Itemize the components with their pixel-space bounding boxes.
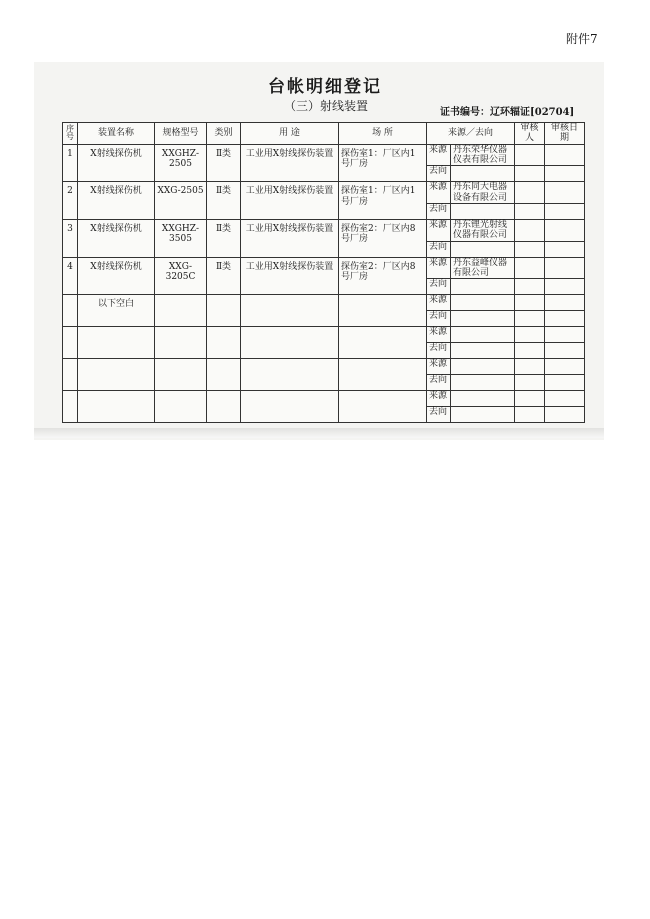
table-row xyxy=(63,391,585,407)
row-index: 2 xyxy=(63,182,78,220)
header-row xyxy=(63,123,585,145)
table-row xyxy=(63,359,585,375)
row-index: 3 xyxy=(63,220,78,258)
source-label: 来源 xyxy=(427,182,451,204)
row-index: 4 xyxy=(63,257,78,295)
source-label: 来源 xyxy=(427,295,451,311)
attachment-label: 附件7 xyxy=(566,32,598,46)
header-model: 规格型号 xyxy=(155,123,207,145)
dest-label: 去向 xyxy=(427,343,451,359)
source-organization: 丹东荣华仪器仪表有限公司 xyxy=(451,144,515,166)
header-source-dest: 来源／去向 xyxy=(427,123,515,145)
dest-label: 去向 xyxy=(427,375,451,391)
device-location: 探伤室1：厂区内1号厂房 xyxy=(339,144,427,182)
ledger-table xyxy=(62,122,585,423)
source-label: 来源 xyxy=(427,257,451,279)
device-model: XXG-3205C xyxy=(155,257,207,295)
device-purpose: 工业用X射线探伤装置 xyxy=(241,144,339,182)
table-row xyxy=(63,144,585,166)
source-label: 来源 xyxy=(427,359,451,375)
device-model: XXGHZ-2505 xyxy=(155,144,207,182)
device-purpose: 工业用X射线探伤装置 xyxy=(241,257,339,295)
source-label: 来源 xyxy=(427,327,451,343)
device-location: 探伤室2：厂区内8号厂房 xyxy=(339,257,427,295)
source-organization: 丹东锂光射线仪器有限公司 xyxy=(451,220,515,242)
source-label: 来源 xyxy=(427,144,451,166)
scan-edge-shadow xyxy=(34,428,604,438)
device-location: 探伤室2：厂区内8号厂房 xyxy=(339,220,427,258)
dest-organization xyxy=(451,166,515,182)
header-reviewer: 审核人 xyxy=(515,123,545,145)
header-name: 装置名称 xyxy=(78,123,155,145)
device-purpose: 工业用X射线探伤装置 xyxy=(241,182,339,220)
table-row xyxy=(63,295,585,311)
dest-label: 去向 xyxy=(427,166,451,182)
row-index: 1 xyxy=(63,144,78,182)
device-category: Ⅱ类 xyxy=(207,220,241,258)
dest-label: 去向 xyxy=(427,279,451,295)
table-row xyxy=(63,220,585,242)
source-organization: 丹东同大电器设备有限公司 xyxy=(451,182,515,204)
page-subtitle: （三）射线装置 xyxy=(284,99,369,113)
source-organization: 丹东益峰仪器有限公司 xyxy=(451,257,515,279)
review-date-cell xyxy=(545,144,585,166)
header-index: 序号 xyxy=(63,123,78,145)
device-location: 探伤室1：厂区内1号厂房 xyxy=(339,182,427,220)
table-row xyxy=(63,257,585,279)
source-label: 来源 xyxy=(427,391,451,407)
table-row xyxy=(63,327,585,343)
header-location: 场 所 xyxy=(339,123,427,145)
header-purpose: 用 途 xyxy=(241,123,339,145)
certificate-number: 证书编号：辽环辐证[02704] xyxy=(440,107,575,118)
dest-label: 去向 xyxy=(427,241,451,257)
device-name: X射线探伤机 xyxy=(78,220,155,258)
dest-label: 去向 xyxy=(427,311,451,327)
page-title: 台帐明细登记 xyxy=(268,77,382,97)
table-row xyxy=(63,182,585,204)
blank-note: 以下空白 xyxy=(78,295,155,327)
device-purpose: 工业用X射线探伤装置 xyxy=(241,220,339,258)
source-label: 来源 xyxy=(427,220,451,242)
header-review-date: 审核日期 xyxy=(545,123,585,145)
device-category: Ⅱ类 xyxy=(207,182,241,220)
dest-label: 去向 xyxy=(427,407,451,423)
dest-label: 去向 xyxy=(427,204,451,220)
device-model: XXG-2505 xyxy=(155,182,207,220)
header-category: 类别 xyxy=(207,123,241,145)
device-category: Ⅱ类 xyxy=(207,144,241,182)
device-name: X射线探伤机 xyxy=(78,257,155,295)
device-name: X射线探伤机 xyxy=(78,144,155,182)
device-model: XXGHZ-3505 xyxy=(155,220,207,258)
device-name: X射线探伤机 xyxy=(78,182,155,220)
reviewer-cell xyxy=(515,144,545,166)
device-category: Ⅱ类 xyxy=(207,257,241,295)
